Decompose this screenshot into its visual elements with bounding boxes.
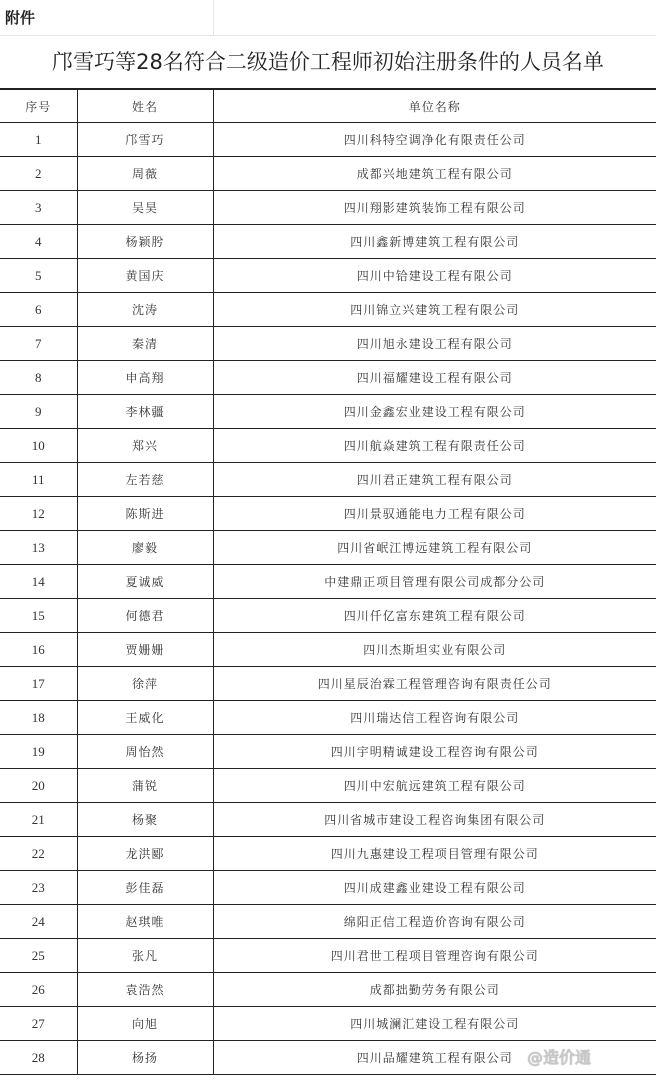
table-row [0,667,656,701]
attachment-header [0,0,656,36]
table-row [0,871,656,905]
person-name: 贾姗姗 [77,633,213,667]
row-number: 18 [0,701,77,735]
row-number: 6 [0,293,77,327]
personnel-table [0,88,656,1075]
person-name: 廖毅 [77,531,213,565]
table-row [0,327,656,361]
row-number: 4 [0,225,77,259]
row-number: 23 [0,871,77,905]
company-name: 四川杰斯坦实业有限公司 [213,633,656,667]
person-name: 赵琪唯 [77,905,213,939]
watermark: @造价通 [527,1048,592,1067]
row-number: 11 [0,463,77,497]
person-name: 彭佳磊 [77,871,213,905]
person-name: 杨扬 [77,1041,213,1075]
table-row [0,157,656,191]
row-number: 7 [0,327,77,361]
person-name: 张凡 [77,939,213,973]
person-name: 沈涛 [77,293,213,327]
company-name: 四川鑫新博建筑工程有限公司 [213,225,656,259]
table-row [0,463,656,497]
row-number: 15 [0,599,77,633]
table-row [0,395,656,429]
row-number: 12 [0,497,77,531]
table-row [0,599,656,633]
company-name: 四川景驭通能电力工程有限公司 [213,497,656,531]
company-name: 中建鼎正项目管理有限公司成都分公司 [213,565,656,599]
person-name: 周薇 [77,157,213,191]
table-row [0,905,656,939]
person-name: 龙洪郾 [77,837,213,871]
row-number: 5 [0,259,77,293]
table-row [0,293,656,327]
person-name: 周怡然 [77,735,213,769]
column-header-company: 单位名称 [213,89,656,123]
person-name: 向旭 [77,1007,213,1041]
person-name: 袁浩然 [77,973,213,1007]
table-header-row [0,89,656,123]
table-row [0,497,656,531]
company-name: 绵阳正信工程造价咨询有限公司 [213,905,656,939]
table-row [0,565,656,599]
person-name: 邝雪巧 [77,123,213,157]
company-name: 四川九惠建设工程项目管理有限公司 [213,837,656,871]
table-row [0,939,656,973]
row-number: 20 [0,769,77,803]
table-row [0,531,656,565]
person-name: 郑兴 [77,429,213,463]
row-number: 25 [0,939,77,973]
row-number: 10 [0,429,77,463]
table-row [0,429,656,463]
person-name: 夏诚威 [77,565,213,599]
company-name: 四川宇明精诚建设工程咨询有限公司 [213,735,656,769]
row-number: 21 [0,803,77,837]
company-name: 四川成建鑫业建设工程有限公司 [213,871,656,905]
company-name: 四川省岷江博远建筑工程有限公司 [213,531,656,565]
person-name: 李林疆 [77,395,213,429]
company-name: 成都拙勤劳务有限公司 [213,973,656,1007]
table-row [0,123,656,157]
row-number: 19 [0,735,77,769]
person-name: 吴昊 [77,191,213,225]
company-name: 四川金鑫宏业建设工程有限公司 [213,395,656,429]
table-row [0,769,656,803]
table-row [0,973,656,1007]
company-name: 四川中宏航远建筑工程有限公司 [213,769,656,803]
row-number: 8 [0,361,77,395]
company-name: 四川航焱建筑工程有限责任公司 [213,429,656,463]
table-row [0,803,656,837]
attachment-label: 附件 [5,9,36,27]
company-name: 四川福耀建设工程有限公司 [213,361,656,395]
person-name: 何德君 [77,599,213,633]
row-number: 17 [0,667,77,701]
row-number: 16 [0,633,77,667]
row-number: 22 [0,837,77,871]
row-number: 28 [0,1041,77,1075]
row-number: 2 [0,157,77,191]
row-number: 26 [0,973,77,1007]
table-row [0,225,656,259]
row-number: 9 [0,395,77,429]
row-number: 3 [0,191,77,225]
company-name: 四川君世工程项目管理咨询有限公司 [213,939,656,973]
table-row [0,837,656,871]
grid-divider [213,0,214,35]
table-row [0,191,656,225]
company-name: 四川星辰治霖工程管理咨询有限责任公司 [213,667,656,701]
table-row [0,735,656,769]
company-name: 四川翔影建筑装饰工程有限公司 [213,191,656,225]
table-row [0,701,656,735]
person-name: 左若慈 [77,463,213,497]
document-title: 邝雪巧等28名符合二级造价工程师初始注册条件的人员名单 [52,50,604,74]
person-name: 王威化 [77,701,213,735]
table-row [0,633,656,667]
person-name: 蒲锐 [77,769,213,803]
row-number: 27 [0,1007,77,1041]
company-name: 四川君正建筑工程有限公司 [213,463,656,497]
company-name: 四川城澜汇建设工程有限公司 [213,1007,656,1041]
company-name: 成都兴地建筑工程有限公司 [213,157,656,191]
table-row [0,259,656,293]
company-name: 四川旭永建设工程有限公司 [213,327,656,361]
company-name: 四川瑞达信工程咨询有限公司 [213,701,656,735]
person-name: 陈斯进 [77,497,213,531]
person-name: 杨聚 [77,803,213,837]
person-name: 黄国庆 [77,259,213,293]
company-name: 四川锦立兴建筑工程有限公司 [213,293,656,327]
company-name: 四川品耀建筑工程有限公司 [213,1041,656,1075]
row-number: 1 [0,123,77,157]
row-number: 14 [0,565,77,599]
company-name: 四川科特空调净化有限责任公司 [213,123,656,157]
person-name: 杨颖肹 [77,225,213,259]
person-name: 秦清 [77,327,213,361]
row-number: 24 [0,905,77,939]
person-name: 徐萍 [77,667,213,701]
row-number: 13 [0,531,77,565]
company-name: 四川中铪建设工程有限公司 [213,259,656,293]
company-name: 四川省城市建设工程咨询集团有限公司 [213,803,656,837]
column-header-name: 姓名 [77,89,213,123]
table-row [0,361,656,395]
person-name: 申高翔 [77,361,213,395]
column-header-no: 序号 [0,89,77,123]
table-row [0,1007,656,1041]
company-name: 四川仟亿富东建筑工程有限公司 [213,599,656,633]
